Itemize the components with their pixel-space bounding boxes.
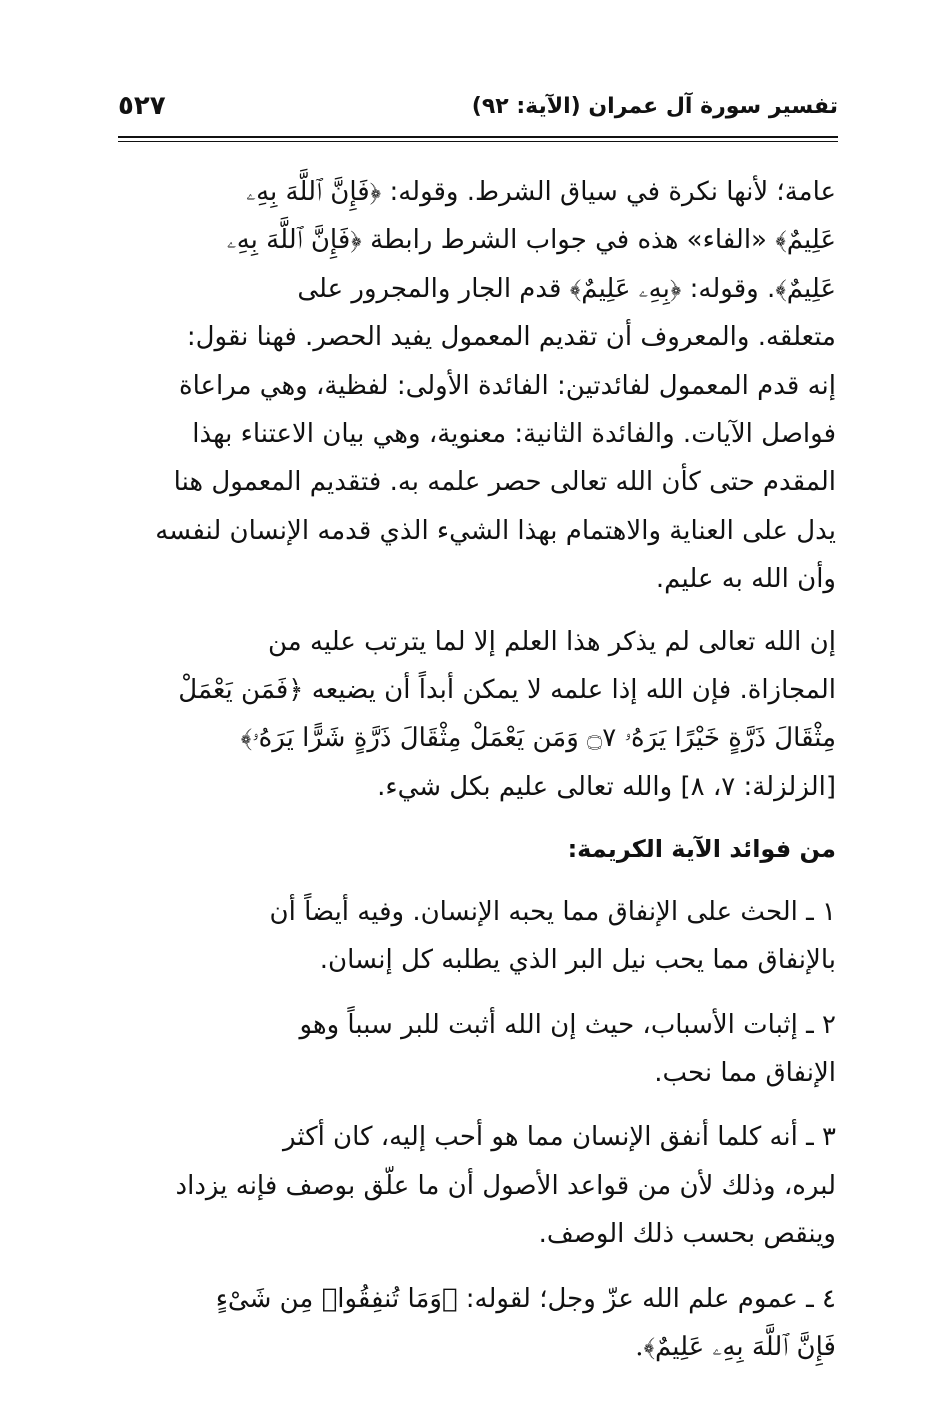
text-line: متعلقه. والمعروف أن تقديم المعمول يفيد الحصر. فهنا نقول: bbox=[186, 322, 836, 353]
page-body bbox=[120, 168, 836, 1371]
text-line: ٢ ـ إثبات الأسباب، حيث إن الله أثبت للبر سبباً وهو bbox=[299, 1009, 836, 1040]
text-line: بالإنفاق مما يحب نيل البر الذي يطلبه كل إنسان. bbox=[319, 945, 836, 976]
text-line: ١ ـ الحث على الإنفاق مما يحبه الإنسان. وفيه أيضاً أن bbox=[269, 896, 836, 927]
text-line: المقدم حتى كأن الله تعالى حصر علمه به. فتقديم المعمول هنا bbox=[173, 467, 836, 498]
text-line: فواصل الآيات. والفائدة الثانية: معنوية، وهي بيان الاعتناء بهذا bbox=[192, 419, 836, 450]
text-line: وأن الله به عليم. bbox=[655, 564, 836, 595]
benefit-point bbox=[120, 1113, 836, 1258]
text-line: إن الله تعالى لم يذكر هذا العلم إلا لما يترتب عليه من bbox=[268, 626, 836, 657]
text-line: عَلِيمٌ﴾. وقوله: ﴿بِهِۦ عَلِيمٌ﴾ قدم الجار والمجرور على bbox=[297, 273, 836, 304]
benefit-point bbox=[120, 888, 836, 985]
text-line: وينقص بحسب ذلك الوصف. bbox=[538, 1219, 836, 1250]
text-line: المجازاة. فإن الله إذا علمه لا يمكن أبداً أن يضيعه ﴿فَمَن يَعْمَلْ bbox=[178, 675, 836, 706]
text-line: الإنفاق مما نحب. bbox=[654, 1057, 836, 1088]
running-title: تفسير سورة آل عمران (الآية: ٩٢) bbox=[471, 93, 838, 119]
benefit-point bbox=[120, 1275, 836, 1372]
quran-verse-line: فَإِنَّ ٱللَّهَ بِهِۦ عَلِيمٌ﴾. bbox=[635, 1331, 836, 1362]
text-line: عَلِيمٌ﴾ «الفاء» هذه في جواب الشرط رابطة ﴿فَإِنَّ ٱللَّهَ بِهِۦ bbox=[226, 225, 836, 256]
header-rule-thick bbox=[118, 136, 838, 138]
text-line: يدل على العناية والاهتمام بهذا الشيء الذي قدمه الإنسان لنفسه bbox=[155, 515, 836, 546]
text-line: لبره، وذلك لأن من قواعد الأصول أن ما علّق بوصف فإنه يزداد bbox=[175, 1170, 836, 1201]
quran-verse-line: مِثْقَالَ ذَرَّةٍ خَيْرًا يَرَهُۥ ۝٧ وَمَن يَعْمَلْ مِثْقَالَ ذَرَّةٍ شَرًّا يَرَهُۥ﴾ bbox=[240, 723, 836, 754]
paragraph bbox=[120, 168, 836, 604]
text-line: ٤ ـ عموم علم الله عزّ وجل؛ لقوله: ﴿وَمَا تُنفِقُوا۟ مِن شَىْءٍ bbox=[215, 1283, 836, 1314]
section-heading: من فوائد الآية الكريمة: bbox=[567, 835, 836, 864]
text-line: إنه قدم المعمول لفائدتين: الفائدة الأولى: لفظية، وهي مراعاة bbox=[178, 370, 836, 401]
text-line: ٣ ـ أنه كلما أنفق الإنسان مما هو أحب إليه، كان أكثر bbox=[283, 1122, 836, 1153]
text-line: عامة؛ لأنها نكرة في سياق الشرط. وقوله: ﴿فَإِنَّ ٱللَّهَ بِهِۦ bbox=[246, 177, 836, 207]
header-rule-thin bbox=[118, 141, 838, 142]
benefit-point bbox=[120, 1001, 836, 1098]
page-number: ٥٢٧ bbox=[118, 91, 166, 121]
page-header bbox=[118, 86, 838, 126]
text-line: [الزلزلة: ٧، ٨] والله تعالى عليم بكل شيء. bbox=[377, 771, 836, 802]
paragraph bbox=[120, 618, 836, 812]
